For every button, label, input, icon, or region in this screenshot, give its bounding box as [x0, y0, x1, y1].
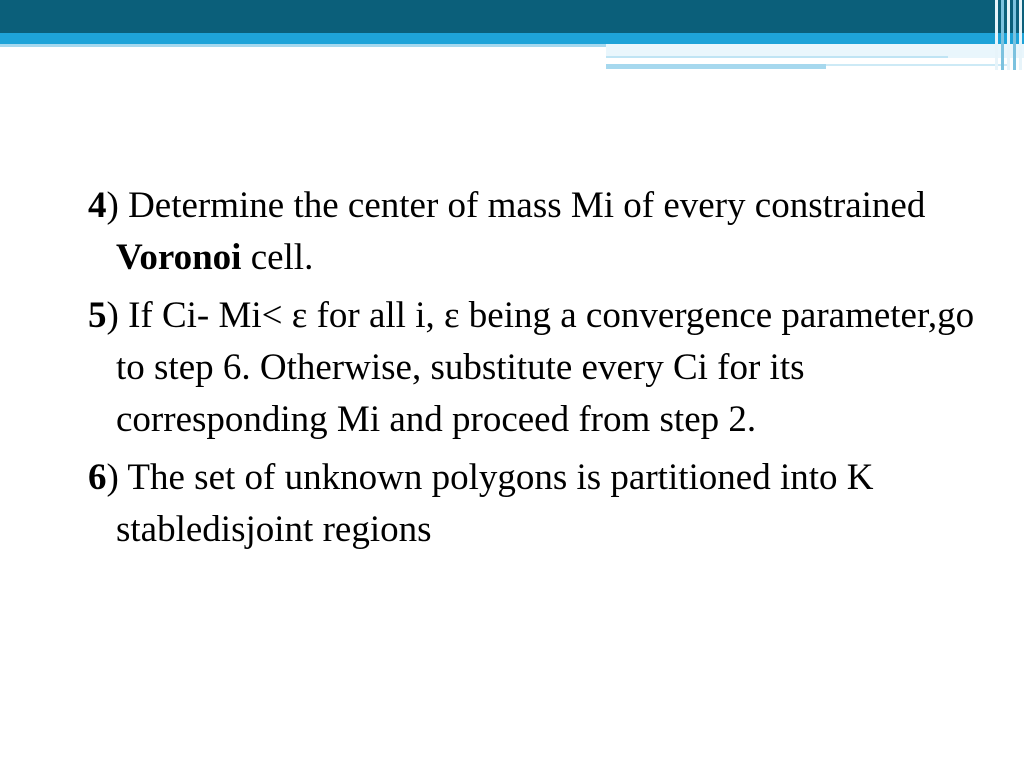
- step-text-tail: cell.: [241, 237, 314, 278]
- header-band-thin-line: [0, 44, 606, 47]
- header-stripe: [1001, 0, 1004, 70]
- step-number: 5: [88, 295, 107, 336]
- step-paren: ): [106, 457, 119, 498]
- header-stripe: [1019, 0, 1022, 70]
- header-band-right-line: [826, 64, 1008, 66]
- header-stripe: [1007, 0, 1010, 70]
- step-number: 4: [88, 185, 107, 226]
- step-item-6: [88, 452, 978, 556]
- header-band-right-line: [606, 64, 826, 69]
- header-stripe: [1013, 0, 1016, 70]
- header-stripe: [995, 0, 998, 70]
- step-number: 6: [88, 457, 107, 498]
- step-paren: ): [106, 185, 119, 226]
- header-band-dark: [0, 0, 1024, 33]
- step-bold-term: Voronoi: [116, 237, 242, 278]
- step-item-5: [88, 290, 978, 446]
- step-paren: ): [106, 295, 119, 336]
- step-text: Determine the center of mass Mi of every constrained: [118, 185, 926, 226]
- step-item-4: [88, 180, 978, 284]
- header-band-accent: [0, 33, 1024, 44]
- step-text: If Ci- Mi< ε for all i, ε being a convergence parameter,go to step 6. Otherwise, substitute every Ci for its corresponding Mi and proceed from step 2.: [116, 295, 975, 440]
- slide-body: [88, 180, 978, 562]
- header-band-right-line: [606, 56, 948, 58]
- step-text: The set of unknown polygons is partitioned into K stabledisjoint regions: [116, 457, 874, 550]
